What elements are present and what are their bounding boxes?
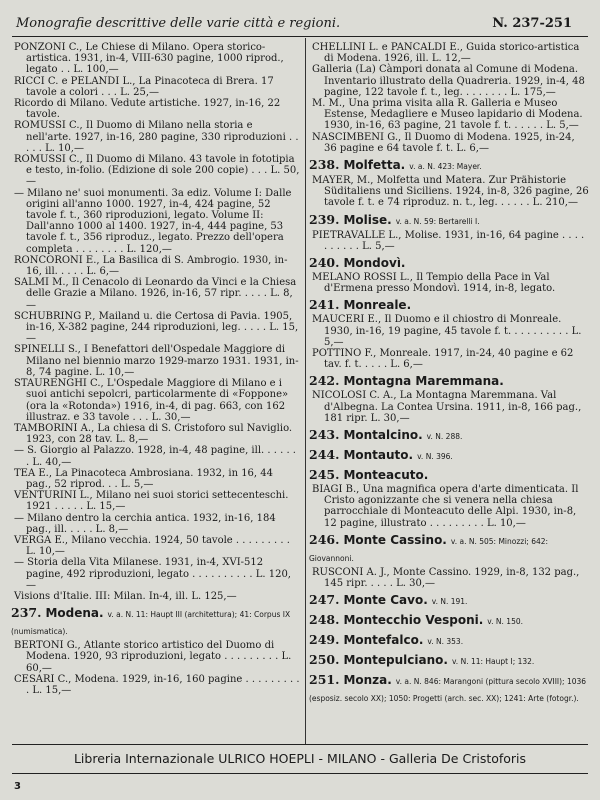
- section-heading: [309, 672, 590, 706]
- catalog-entry: PONZONI C., Le Chiese di Milano. Opera storico-artistica. 1931, in-4, VIII-630 pagine, 1000 riprod., legato . . L. 100,—: [14, 42, 284, 76]
- section-title: Montecchio Vesponi.: [343, 613, 484, 628]
- catalog-entry: STAURENGHI C., L'Ospedale Maggiore di Milano e i suoi antichi sepolcri, particolarmente di «Foppone» (ora la «Rotonda») 1916, in-4, di pag. 663, con 162 illustraz. e 33 tavole . . . L. 30,—: [14, 378, 289, 423]
- page-header: [12, 14, 588, 37]
- section-crossref: v. a. N. 11: Haupt III (architettura); 41: Corpus IX (numismatica).: [11, 610, 291, 637]
- catalog-entry: Visions d'Italie. III: Milan. In-4, ill. L. 125,—: [14, 590, 237, 602]
- section-number: 237.: [11, 605, 42, 621]
- catalog-entry: ROMUSSI C., Il Duomo di Milano nella storia e nell'arte. 1927, in-16, 280 pagine, 330 riproduzioni . . . . . L. 10,—: [14, 120, 299, 154]
- section-heading: [11, 605, 300, 639]
- catalog-entry: MELANO ROSSI L., Il Tempio della Pace in Val d'Ermena presso Mondovì. 1914, in-8, legato.: [312, 272, 556, 295]
- section-heading: [309, 532, 590, 566]
- section-heading: [309, 592, 590, 609]
- section-number: 243.: [309, 427, 340, 443]
- left-column: [11, 42, 300, 696]
- catalog-entry: SALMI M., Il Cenacolo di Leonardo da Vinci e la Chiesa delle Grazie a Milano. 1926, in-16, 57 ripr. . . . . L. 8,—: [14, 277, 297, 311]
- section-title: Monte Cassino.: [343, 532, 447, 547]
- section-heading: [309, 467, 590, 483]
- section-title: Montagna Maremmana.: [343, 374, 504, 389]
- section-crossref: v. N. 353.: [427, 637, 464, 647]
- section-crossref: v. N. 396.: [417, 452, 453, 462]
- section-crossref: v. N. 191.: [431, 597, 468, 607]
- catalog-entry: VENTURINI L., Milano nei suoi storici settecenteschi. 1921 . . . . . L. 15,—: [14, 490, 289, 513]
- section-number: 244.: [309, 447, 340, 463]
- section-heading: [309, 297, 590, 313]
- catalog-entry: MAUCERI E., Il Duomo e il chiostro di Monreale. 1930, in-16, 19 pagine, 45 tavole f. t. . . . . . . . . . L. 5,—: [312, 314, 582, 348]
- section-heading: [309, 612, 590, 629]
- header-title: Monografie descrittive delle varie città e regioni.: [16, 16, 341, 31]
- catalog-entry: RONCORONI E., La Basilica di S. Ambrogio. 1930, in-16, ill. . . . . L. 6,—: [14, 254, 288, 278]
- catalog-entry: Galleria (La) Càmpori donata al Comune di Modena. Inventario illustrato della Quadreria. 1929, in-4, 48 pagine, 122 tavole f. t., leg. . . . . . . . L. 175,—: [312, 64, 585, 98]
- section-title: Montauto.: [343, 448, 414, 463]
- catalog-entry: — Milano dentro la cerchia antica. 1932, in-16, 184 pag., ill. . . . . L. 8,—: [14, 512, 276, 535]
- catalog-entry: TAMBORINI A., La chiesa di S. Cristoforo sul Naviglio. 1923, con 28 tav. L. 8,—: [14, 422, 293, 446]
- section-heading: [309, 157, 590, 174]
- section-number: 241.: [309, 297, 340, 313]
- section-heading: [309, 373, 590, 389]
- column-divider: [305, 38, 306, 744]
- section-number: 239.: [309, 211, 340, 227]
- section-number: 251.: [309, 672, 340, 688]
- section-heading: [309, 255, 590, 271]
- section-crossref: v. a. N. 59: Bertarelli I.: [395, 216, 480, 226]
- catalog-entry: BERTONI G., Atlante storico artistico del Duomo di Modena. 1920, 93 riproduzioni, legato . . . . . . . . . L. 60,—: [14, 640, 292, 674]
- catalog-entry: CHELLINI L. e PANCALDI E., Guida storico-artistica di Modena. 1926, ill. L. 12,—: [312, 42, 580, 65]
- section-heading: [309, 632, 590, 649]
- catalog-entry: POTTINO F., Monreale. 1917, in-24, 40 pagine e 62 tav. f. t. . . . . L. 6,—: [312, 348, 574, 371]
- catalog-entry: ROMUSSI C., Il Duomo di Milano. 43 tavole in fototipia e testo, in-folio. (Edizione di sole 200 copie) . . . L. 50,—: [14, 154, 300, 188]
- section-number: 247.: [309, 592, 340, 608]
- catalog-entry: M. M., Una prima visita alla R. Galleria e Museo Estense, Medagliere e Museo lapidario di Modena. 1930, in-16, 63 pagine, 21 tavole f. t. . . . . . L. 5,—: [312, 98, 583, 132]
- section-crossref: v. N. 11: Haupt I; 132.: [451, 657, 535, 667]
- catalog-entry: — Storia della Vita Milanese. 1931, in-4, XVI-512 pagine, 492 riproduzioni, legato . . . . . . . . . . L. 120,—: [14, 557, 291, 591]
- section-title: Monte Cavo.: [343, 593, 428, 608]
- section-crossref: v. N. 150.: [487, 617, 523, 627]
- catalog-entry: Ricordo di Milano. Vedute artistiche. 1927, in-16, 22 tavole.: [14, 98, 281, 121]
- section-crossref: v. a. N. 505: Minozzi; 642: Giovannoni.: [309, 536, 549, 563]
- catalog-entry: PIETRAVALLE L., Molise. 1931, in-16, 64 pagine . . . . . . . . . . L. 5,—: [312, 229, 585, 252]
- catalog-entry: BIAGI B., Una magnifica opera d'arte dimenticata. Il Cristo agonizzante che si venera nella chiesa parrocchiale di Monteacuto delle Alpi. 1930, in-8, 12 pagine, illustrato . . . . . . . . . L. 10,—: [312, 484, 579, 529]
- section-heading: [309, 447, 590, 464]
- section-number: 246.: [309, 531, 340, 547]
- section-crossref: v. a. N. 846: Marangoni (pittura secolo XVIII); 1036 (esposiz. secolo XX); 1050: Progetti (arch. sec. XX); 1241: Arte (fotogr.).: [309, 677, 587, 704]
- page-number: 3: [14, 781, 21, 792]
- catalog-entry: RICCI C. e PELANDI L., La Pinacoteca di Brera. 17 tavole a colori . . . L. 25,—: [14, 75, 274, 98]
- section-number: 249.: [309, 632, 340, 648]
- catalog-entry: MAYER, M., Molfetta und Matera. Zur Prähistorie Süditaliens und Siciliens. 1924, in-8, 326 pagine, 26 tavole f. t. e 74 riproduz. n. t., leg. . . . . . L. 210,—: [312, 175, 589, 209]
- section-title: Monteacuto.: [343, 468, 429, 483]
- section-title: Modena.: [45, 606, 104, 621]
- section-number: 238.: [309, 157, 340, 173]
- section-title: Montalcino.: [343, 428, 423, 443]
- section-number: 242.: [309, 373, 340, 389]
- section-title: Monreale.: [343, 298, 412, 313]
- header-range: N. 237-251: [492, 16, 572, 31]
- section-heading: [309, 427, 590, 444]
- section-title: Monza.: [343, 673, 392, 688]
- catalog-entry: SCHUBRING P., Mailand u. die Certosa di Pavia. 1905, in-16, X-382 pagine, 244 riproduzioni, leg. . . . . L. 15,—: [14, 310, 299, 345]
- catalog-entry: — S. Giorgio al Palazzo. 1928, in-4, 48 pagine, ill. . . . . . . L. 40,—: [14, 445, 296, 468]
- section-title: Molfetta.: [343, 158, 406, 173]
- section-number: 250.: [309, 652, 340, 668]
- publisher-footer: Libreria Internazionale ULRICO HOEPLI - MILANO - Galleria De Cristoforis: [12, 744, 588, 774]
- section-title: Montepulciano.: [343, 653, 448, 668]
- section-number: 248.: [309, 612, 340, 628]
- section-number: 240.: [309, 255, 340, 271]
- section-number: 245.: [309, 467, 340, 483]
- catalog-entry: TEA E., La Pinacoteca Ambrosiana. 1932, in 16, 44 pag., 52 riprod. . . L. 5,—: [14, 467, 274, 490]
- catalog-entry: RUSCONI A. J., Monte Cassino. 1929, in-8, 132 pag., 145 ripr. . . . . L. 30,—: [312, 566, 580, 590]
- section-title: Mondovì.: [343, 256, 406, 271]
- right-column: [309, 42, 590, 707]
- catalog-entry: NASCIMBENI G., Il Duomo di Modena. 1925, in-24, 36 pagine e 64 tavole f. t. L. 6,—: [312, 131, 575, 154]
- catalog-entry: NICOLOSI C. A., La Montagna Maremmana. Val d'Albegna. La Contea Ursina. 1911, in-8, 166 pag., 181 ripr. L. 30,—: [312, 390, 582, 424]
- catalog-entry: — Milano ne' suoi monumenti. 3a ediz. Volume I: Dalle origini all'anno 1000. 1927, in-4, 424 pagine, 52 tavole f. t., 360 riproduzioni, legato. Volume II: Dall'anno 1000 al 1400. 1927, in-4, 444 pagine, 53 tavole f. t., 356 riproduz., legato. Prezzo dell'opera completa . . . . . . . . L. 120,—: [14, 187, 292, 255]
- section-heading: [309, 652, 590, 669]
- catalog-entry: SPINELLI S., I Benefattori dell'Ospedale Maggiore di Milano nel biennio marzo 1929-marzo 1931. 1931, in-8, 74 pagine. L. 10,—: [14, 344, 299, 378]
- catalog-entry: VERGA E., Milano vecchia. 1924, 50 tavole . . . . . . . . . L. 10,—: [14, 534, 290, 558]
- section-title: Molise.: [343, 212, 392, 227]
- section-crossref: v. N. 288.: [426, 432, 463, 442]
- section-heading: [309, 212, 590, 229]
- section-crossref: v. a. N. 423: Mayer.: [409, 162, 482, 172]
- section-title: Montefalco.: [343, 633, 424, 648]
- catalog-entry: CESARI C., Modena. 1929, in-16, 160 pagine . . . . . . . . . . L. 15,—: [14, 673, 300, 696]
